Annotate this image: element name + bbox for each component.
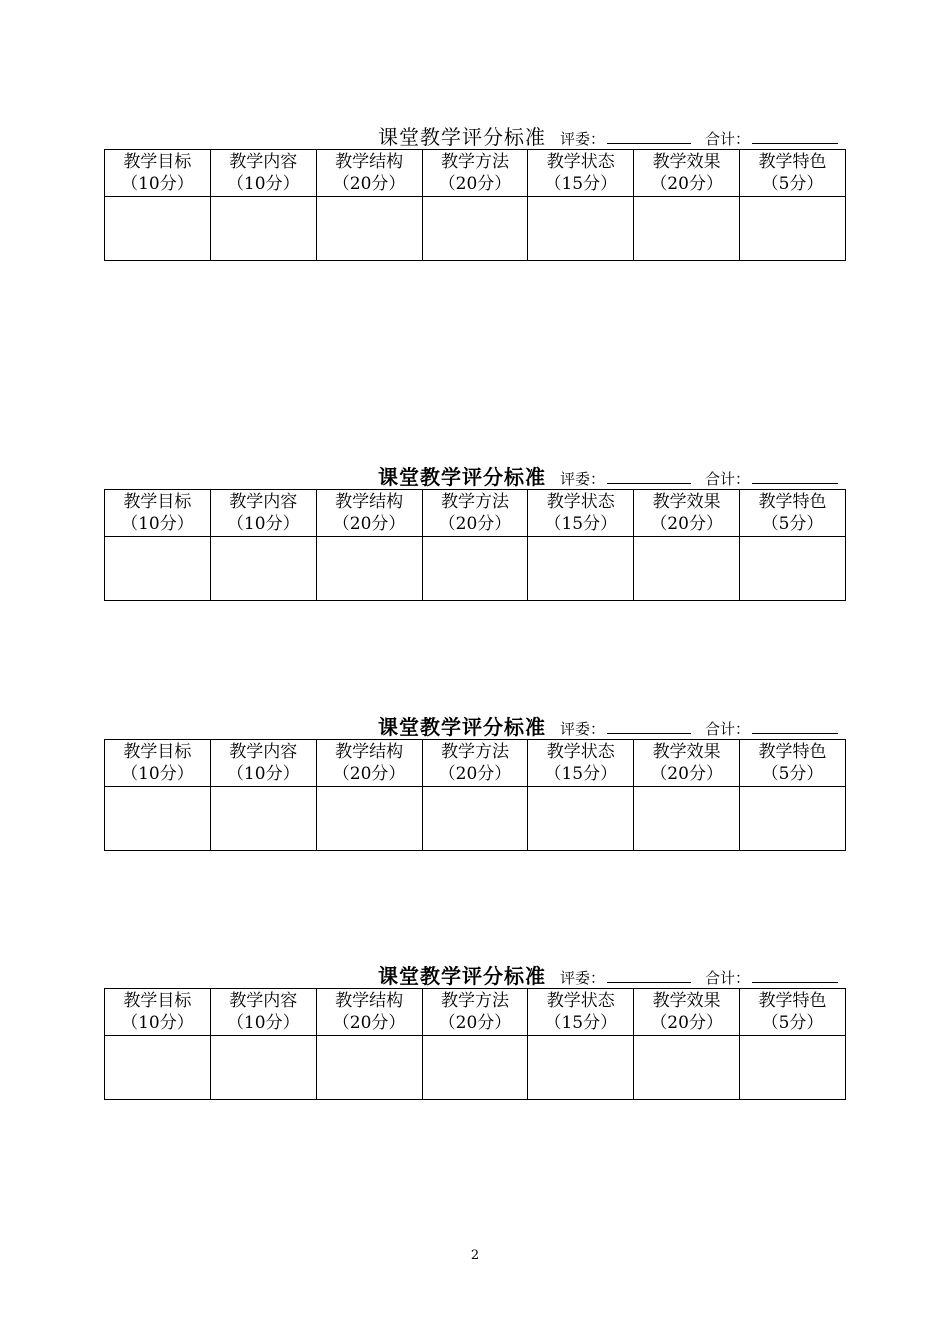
score-cell[interactable] <box>528 537 634 601</box>
column-header <box>316 150 422 197</box>
column-points: （10分） <box>226 764 300 784</box>
score-cell[interactable] <box>316 787 422 851</box>
column-header <box>528 490 634 537</box>
column-header <box>105 740 211 787</box>
column-points: （5分） <box>761 514 824 534</box>
judge-blank[interactable] <box>607 482 691 484</box>
form-heading <box>378 461 838 490</box>
column-name: 教学内容 <box>229 991 298 1011</box>
score-cell[interactable] <box>528 787 634 851</box>
column-header <box>422 150 528 197</box>
column-name: 教学结构 <box>335 152 404 172</box>
column-name: 教学状态 <box>546 742 615 762</box>
column-points: （20分） <box>438 174 512 194</box>
column-name: 教学效果 <box>652 742 721 762</box>
column-points: （20分） <box>438 1013 512 1033</box>
score-cell[interactable] <box>528 197 634 261</box>
column-name: 教学目标 <box>123 742 192 762</box>
column-points: （10分） <box>121 514 194 534</box>
column-name: 教学结构 <box>335 991 404 1011</box>
column-points: （20分） <box>650 764 723 784</box>
score-cell[interactable] <box>422 197 528 261</box>
column-header <box>740 150 846 197</box>
judge-label: 评委： <box>559 130 605 148</box>
total-blank[interactable] <box>752 142 838 144</box>
column-header <box>528 989 634 1036</box>
score-cell[interactable] <box>634 787 740 851</box>
column-name: 教学结构 <box>335 492 404 512</box>
column-name: 教学目标 <box>123 991 192 1011</box>
column-header <box>422 989 528 1036</box>
total-blank[interactable] <box>752 482 838 484</box>
column-points: （20分） <box>650 1013 723 1033</box>
column-name: 教学内容 <box>229 152 298 172</box>
column-name: 教学方法 <box>440 492 509 512</box>
column-header <box>634 150 740 197</box>
form-heading <box>378 960 838 989</box>
column-header <box>105 989 211 1036</box>
column-name: 教学目标 <box>123 492 192 512</box>
judge-label: 评委： <box>559 720 605 738</box>
form-title: 课堂教学评分标准 <box>377 125 546 149</box>
judge-blank[interactable] <box>607 142 691 144</box>
judge-blank[interactable] <box>607 732 691 734</box>
column-header <box>105 490 211 537</box>
column-name: 教学目标 <box>123 152 192 172</box>
score-row <box>105 197 846 261</box>
column-header <box>528 740 634 787</box>
score-cell[interactable] <box>105 197 211 261</box>
column-name: 教学特色 <box>758 152 827 172</box>
column-header <box>634 490 740 537</box>
form-heading <box>378 121 838 150</box>
page-number: 2 <box>470 1248 480 1263</box>
column-header <box>210 490 316 537</box>
column-name: 教学内容 <box>229 742 298 762</box>
column-header <box>210 150 316 197</box>
column-header <box>316 740 422 787</box>
header-row <box>105 989 846 1036</box>
column-header <box>740 490 846 537</box>
column-points: （10分） <box>226 514 300 534</box>
column-points: （5分） <box>761 174 824 194</box>
column-name: 教学效果 <box>652 492 721 512</box>
column-name: 教学结构 <box>335 742 404 762</box>
column-points: （20分） <box>332 174 406 194</box>
header-row <box>105 740 846 787</box>
score-cell[interactable] <box>634 1036 740 1100</box>
column-name: 教学方法 <box>440 991 509 1011</box>
form-title: 课堂教学评分标准 <box>377 465 546 489</box>
column-points: （10分） <box>121 764 194 784</box>
score-cell[interactable] <box>740 197 846 261</box>
column-header <box>210 989 316 1036</box>
total-blank[interactable] <box>752 981 838 983</box>
column-header <box>634 989 740 1036</box>
total-blank[interactable] <box>752 732 838 734</box>
score-cell[interactable] <box>210 1036 316 1100</box>
score-cell[interactable] <box>210 197 316 261</box>
column-name: 教学特色 <box>758 991 827 1011</box>
header-row <box>105 490 846 537</box>
judge-blank[interactable] <box>607 981 691 983</box>
column-name: 教学特色 <box>758 492 827 512</box>
score-row <box>105 787 846 851</box>
column-header <box>634 740 740 787</box>
form-title: 课堂教学评分标准 <box>377 715 546 739</box>
score-cell[interactable] <box>210 787 316 851</box>
column-header <box>316 989 422 1036</box>
total-label: 合计： <box>704 130 750 148</box>
column-points: （10分） <box>226 174 300 194</box>
column-points: （20分） <box>650 174 723 194</box>
column-name: 教学方法 <box>440 152 509 172</box>
column-points: （5分） <box>761 1013 824 1033</box>
column-points: （15分） <box>544 174 618 194</box>
score-cell[interactable] <box>422 1036 528 1100</box>
form-title: 课堂教学评分标准 <box>377 964 546 988</box>
column-points: （5分） <box>761 764 824 784</box>
column-name: 教学状态 <box>546 991 615 1011</box>
column-name: 教学特色 <box>758 742 827 762</box>
column-name: 教学方法 <box>440 742 509 762</box>
score-cell[interactable] <box>316 1036 422 1100</box>
score-cell[interactable] <box>422 787 528 851</box>
score-cell[interactable] <box>210 537 316 601</box>
total-label: 合计： <box>704 470 750 488</box>
total-label: 合计： <box>704 720 750 738</box>
column-points: （20分） <box>438 514 512 534</box>
column-points: （20分） <box>332 514 406 534</box>
header-row <box>105 150 846 197</box>
form-heading <box>378 711 838 740</box>
column-header <box>740 989 846 1036</box>
column-points: （15分） <box>544 514 618 534</box>
column-name: 教学状态 <box>546 492 615 512</box>
score-cell[interactable] <box>105 1036 211 1100</box>
column-points: （20分） <box>650 514 723 534</box>
column-name: 教学效果 <box>652 991 721 1011</box>
score-table <box>104 149 846 261</box>
column-name: 教学状态 <box>546 152 615 172</box>
column-points: （20分） <box>332 764 406 784</box>
column-header <box>422 490 528 537</box>
score-cell[interactable] <box>740 537 846 601</box>
column-points: （20分） <box>438 764 512 784</box>
column-header <box>210 740 316 787</box>
column-points: （10分） <box>121 1013 194 1033</box>
column-header <box>740 740 846 787</box>
column-points: （15分） <box>544 1013 618 1033</box>
score-cell[interactable] <box>528 1036 634 1100</box>
score-row <box>105 537 846 601</box>
score-cell[interactable] <box>740 1036 846 1100</box>
column-points: （10分） <box>226 1013 300 1033</box>
score-cell[interactable] <box>316 197 422 261</box>
column-name: 教学效果 <box>652 152 721 172</box>
score-table <box>104 489 846 601</box>
score-cell[interactable] <box>634 537 740 601</box>
column-header <box>105 150 211 197</box>
column-points: （15分） <box>544 764 618 784</box>
score-cell[interactable] <box>105 537 211 601</box>
score-cell[interactable] <box>422 537 528 601</box>
column-header <box>316 490 422 537</box>
score-table <box>104 739 846 851</box>
score-row <box>105 1036 846 1100</box>
column-points: （20分） <box>332 1013 406 1033</box>
score-table <box>104 988 846 1100</box>
score-cell[interactable] <box>316 537 422 601</box>
score-cell[interactable] <box>634 197 740 261</box>
column-name: 教学内容 <box>229 492 298 512</box>
score-cell[interactable] <box>105 787 211 851</box>
column-points: （10分） <box>121 174 194 194</box>
judge-label: 评委： <box>559 969 605 987</box>
column-header <box>528 150 634 197</box>
score-cell[interactable] <box>740 787 846 851</box>
total-label: 合计： <box>704 969 750 987</box>
column-header <box>422 740 528 787</box>
judge-label: 评委： <box>559 470 605 488</box>
